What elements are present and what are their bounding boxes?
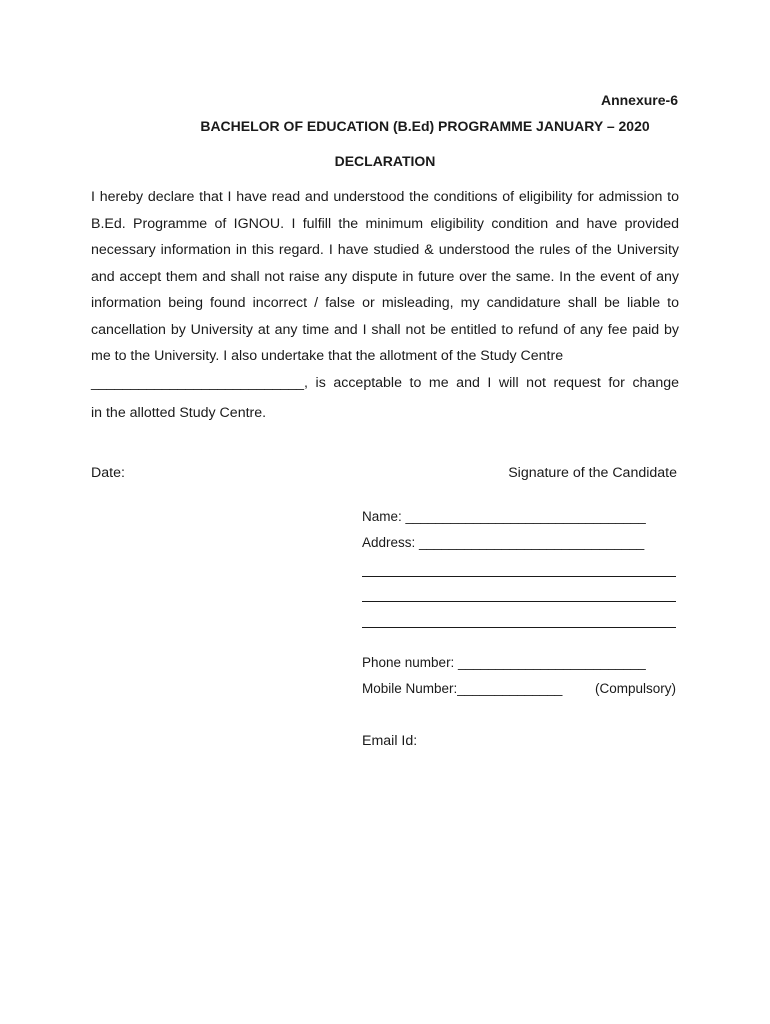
declaration-line: B.Ed. Programme of IGNOU. I fulfill the minimum eligibility condition and have provided [91, 215, 679, 232]
declaration-line: information being found incorrect / false or misleading, my candidature shall be liable to [91, 295, 679, 311]
declaration-line: cancellation by University at any time and I shall not be entitled to refund of any fee paid by [91, 321, 679, 338]
address-blank-line [362, 601, 676, 602]
declaration-heading: DECLARATION [334, 153, 436, 169]
address-field: Address: ______________________________ [362, 535, 645, 550]
allotted-centre-line: in the allotted Study Centre. [91, 405, 267, 421]
programme-title: BACHELOR OF EDUCATION (B.Ed) PROGRAMME JANUARY – 2020 [200, 118, 650, 134]
declaration-line: and accept them and shall not raise any dispute in future over the same. In the event of any [91, 268, 679, 285]
study-centre-line: ___________________________, is acceptable to me and I will not request for change [91, 375, 679, 391]
address-blank-line [362, 576, 676, 577]
mobile-number-field: Mobile Number:______________ [362, 681, 563, 696]
annexure-label: Annexure-6 [600, 92, 678, 108]
name-field: Name: ________________________________ [362, 509, 646, 524]
declaration-body [91, 184, 679, 370]
address-blank-line [362, 627, 676, 628]
declaration-line: necessary information in this regard. I have studied & understood the rules of the University [91, 242, 679, 258]
declaration-line: me to the University. I also undertake that the allotment of the Study Centre [91, 348, 564, 364]
compulsory-note: (Compulsory) [594, 681, 676, 696]
signature-label: Signature of the Candidate [508, 465, 677, 481]
email-id-field: Email Id: [362, 733, 418, 749]
declaration-line: I hereby declare that I have read and understood the conditions of eligibility for admission to [91, 189, 679, 205]
phone-number-field: Phone number: _________________________ [362, 655, 646, 670]
date-label: Date: [91, 465, 125, 481]
